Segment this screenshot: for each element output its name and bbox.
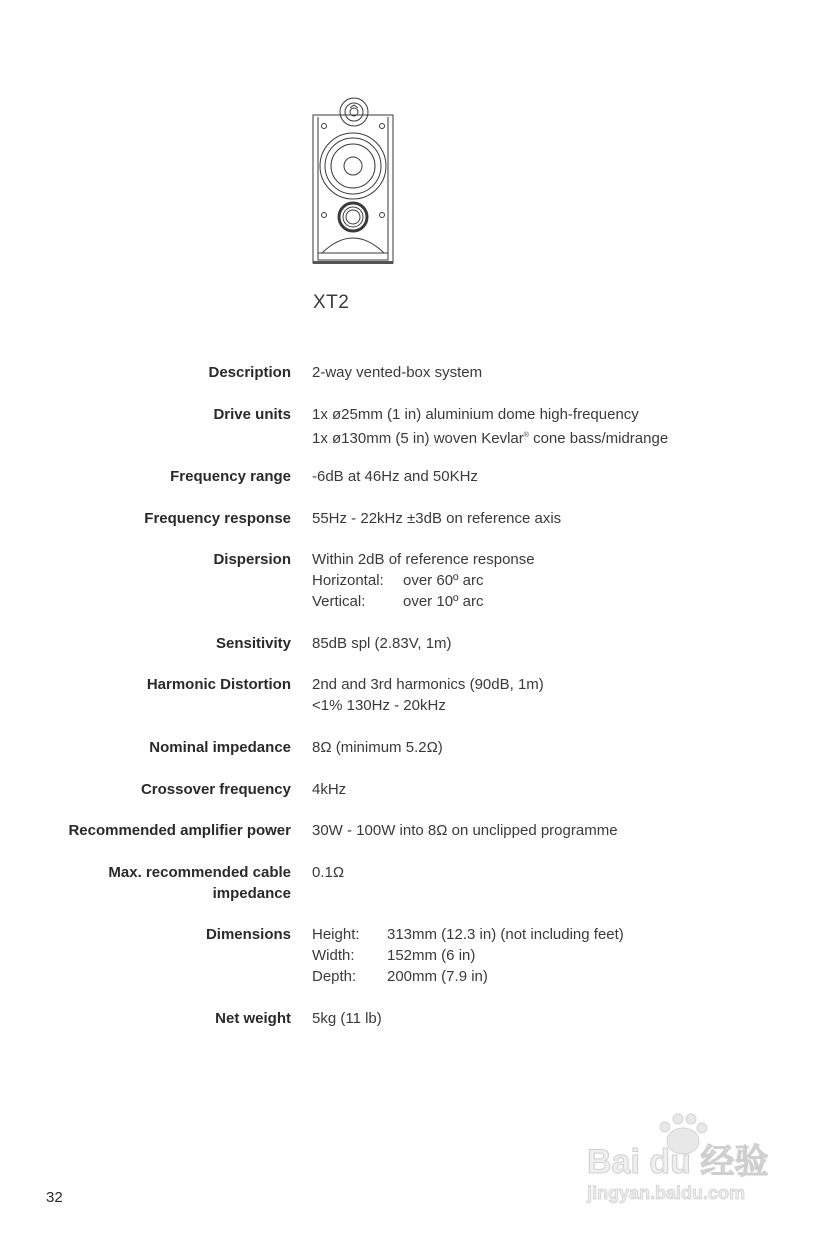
spec-label: Nominal impedance: [149, 739, 291, 756]
spec-value: 2-way vented-box system: [312, 364, 483, 381]
spec-label: Sensitivity: [215, 635, 291, 652]
spec-value: Within 2dB of reference response: [312, 551, 535, 568]
spec-value: 8Ω (minimum 5.2Ω): [312, 739, 443, 756]
spec-label: Description: [208, 364, 291, 381]
spec-value: Depth: 200mm (7.9 in): [312, 968, 488, 985]
spec-value: <1% 130Hz - 20kHz: [312, 697, 446, 714]
spec-value: 2nd and 3rd harmonics (90dB, 1m): [312, 676, 544, 693]
spec-label: Drive units: [213, 406, 291, 423]
spec-label: Dimensions: [205, 926, 291, 943]
spec-label: Frequency range: [170, 468, 291, 485]
spec-value: Horizontal: over 60º arc: [312, 572, 484, 589]
watermark-logo-text: Bai du 经验: [587, 1143, 769, 1181]
spec-label: Frequency response: [144, 510, 291, 527]
spec-label: Dispersion: [213, 551, 291, 568]
spec-value: 1x ø25mm (1 in) aluminium dome high-frequency: [312, 406, 639, 423]
spec-value: 5kg (11 lb): [312, 1010, 382, 1027]
product-model-title: XT2: [313, 292, 350, 313]
spec-label: Net weight: [215, 1010, 291, 1027]
loudspeaker-icon: [310, 95, 396, 267]
spec-value: 1x ø130mm (5 in) woven Kevlar® cone bass/midrange: [312, 430, 669, 447]
watermark-url: jingyan.baidu.com: [587, 1183, 746, 1203]
spec-label: Crossover frequency: [140, 781, 291, 798]
spec-label: Harmonic Distortion: [146, 676, 291, 693]
registered-mark: ®: [523, 432, 529, 439]
spec-value: Vertical: over 10º arc: [312, 593, 484, 610]
spec-value: 30W - 100W into 8Ω on unclipped programme: [312, 822, 618, 839]
page-number: 32: [46, 1189, 63, 1206]
spec-value: 85dB spl (2.83V, 1m): [312, 635, 452, 652]
spec-value: 4kHz: [312, 781, 347, 798]
spec-value: -6dB at 46Hz and 50KHz: [312, 468, 478, 485]
watermark: [583, 1113, 783, 1213]
spec-value: 0.1Ω: [312, 864, 345, 881]
spec-value: Height: 313mm (12.3 in) (not including feet): [312, 926, 624, 943]
spec-value: 55Hz - 22kHz ±3dB on reference axis: [312, 510, 562, 527]
spec-label: Max. recommended cable impedance: [108, 864, 291, 902]
spec-value: Width: 152mm (6 in): [312, 947, 476, 964]
spec-label: Recommended amplifier power: [68, 822, 291, 839]
